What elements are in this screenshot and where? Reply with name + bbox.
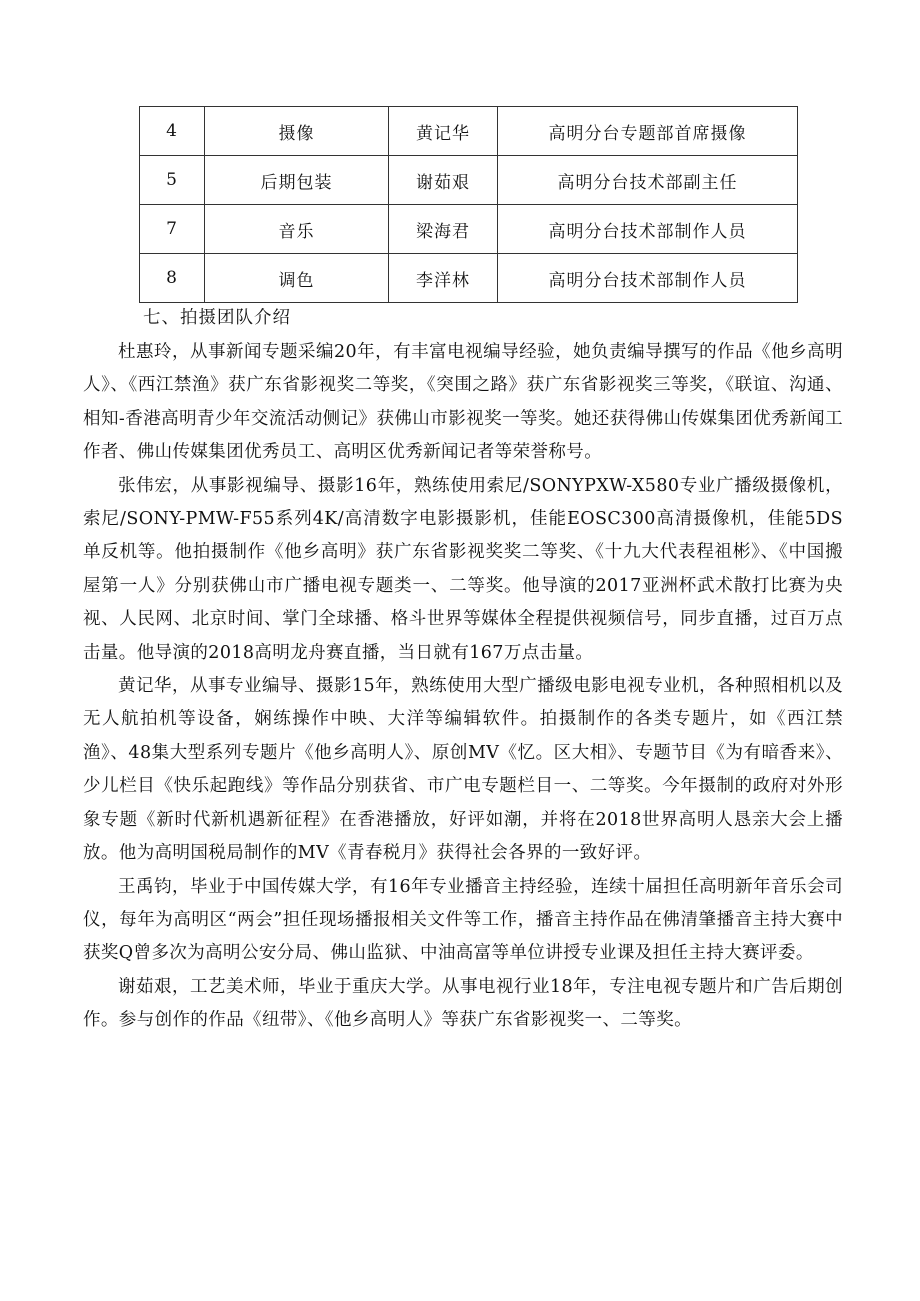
row-role: 音乐	[205, 205, 389, 254]
table-row	[140, 156, 798, 205]
row-number: 8	[140, 254, 205, 303]
row-number: 5	[140, 156, 205, 205]
row-number: 4	[140, 107, 205, 156]
team-introduction	[83, 336, 843, 1038]
paragraph-zhang-weihong: 张伟宏，从事影视编导、摄影16年，熟练使用索尼/SONYPXW-X580专业广播级摄像机，索尼/SONY-PMW-F55系列4K/高清数字电影摄影机，佳能EOSC300高清摄像机，佳能5DS单反机等。他拍摄制作《他乡高明》获广东省影视奖奖二等奖、《十九大代表程祖彬》、《中国搬屋第一人》分别获佛山市广播电视专题类一、二等奖。他导演的2017亚洲杯武术散打比赛为央视、人民网、北京时间、掌门全球播、格斗世界等媒体全程提供视频信号，同步直播，过百万点击量。他导演的2018高明龙舟赛直播，当日就有167万点击量。	[83, 475, 843, 663]
row-title: 高明分台技术部副主任	[498, 156, 798, 205]
row-name: 黄记华	[389, 107, 498, 156]
row-number: 7	[140, 205, 205, 254]
paragraph-du-huiling: 杜惠玲，从事新闻专题采编20年，有丰富电视编导经验，她负责编导撰写的作品《他乡高明人》、《西江禁渔》获广东省影视奖二等奖，《突围之路》获广东省影视奖三等奖，《联谊、沟通、相知-香港高明青少年交流活动侧记》获佛山市影视奖一等奖。她还获得佛山传媒集团优秀新闻工作者、佛山传媒集团优秀员工、高明区优秀新闻记者等荣誉称号。	[83, 342, 843, 463]
row-title: 高明分台技术部制作人员	[498, 205, 798, 254]
row-role: 后期包装	[205, 156, 389, 205]
row-name: 李洋林	[389, 254, 498, 303]
section-heading: 七、拍摄团队介绍	[143, 308, 291, 328]
paragraph-wang-yujun: 王禹钧，毕业于中国传媒大学，有16年专业播音主持经验，连续十届担任高明新年音乐会司仪，每年为高明区“两会”担任现场播报相关文件等工作，播音主持作品在佛清肇播音主持大赛中获奖Q曾多次为高明公安分局、佛山监狱、中油高富等单位讲授专业课及担任主持大赛评委。	[83, 876, 843, 964]
row-title: 高明分台专题部首席摄像	[498, 107, 798, 156]
paragraph-xie-rujian: 谢茹艰，工艺美术师，毕业于重庆大学。从事电视行业18年，专注电视专题片和广告后期创作。参与创作的作品《纽带》、《他乡高明人》等获广东省影视奖一、二等奖。	[83, 976, 843, 1031]
paragraph-huang-jihua: 黄记华，从事专业编导、摄影15年，熟练使用大型广播级电影电视专业机，各种照相机以及无人航拍机等设备，娴练操作中映、大洋等编辑软件。拍摄制作的各类专题片，如《西江禁渔》、48集大型系列专题片《他乡高明人》、原创MV《忆。区大相》、专题节目《为有暗香来》、少儿栏目《快乐起跑线》等作品分别获省、市广电专题栏目一、二等奖。今年摄制的政府对外形象专题《新时代新机遇新征程》在香港播放，好评如潮，并将在2018世界高明人恳亲大会上播放。他为高明国税局制作的MV《青春税月》获得社会各界的一致好评。	[83, 676, 843, 864]
row-role: 摄像	[205, 107, 389, 156]
row-title: 高明分台技术部制作人员	[498, 254, 798, 303]
table-row	[140, 205, 798, 254]
staff-table	[139, 106, 798, 303]
table-row	[140, 254, 798, 303]
row-name: 梁海君	[389, 205, 498, 254]
row-role: 调色	[205, 254, 389, 303]
table-row	[140, 107, 798, 156]
row-name: 谢茹艰	[389, 156, 498, 205]
